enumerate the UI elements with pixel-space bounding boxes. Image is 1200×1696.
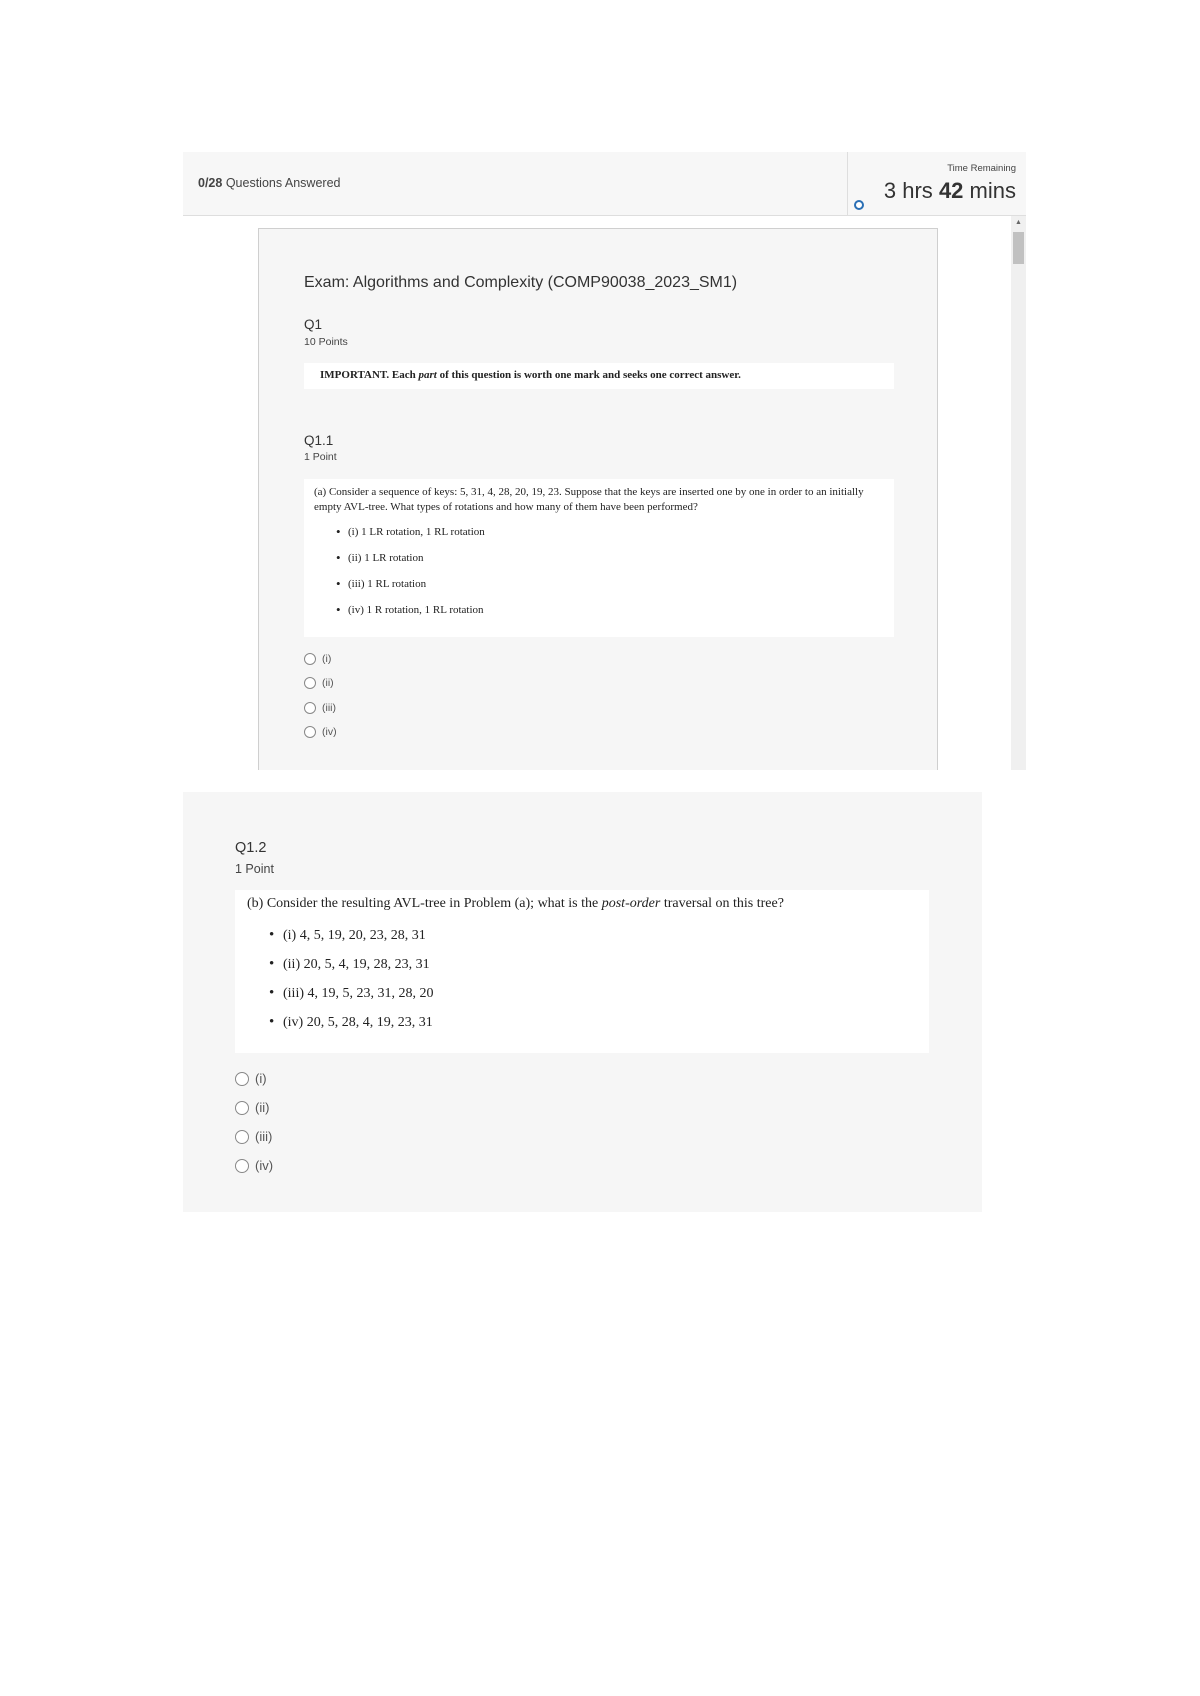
list-item: • (iv) 20, 5, 28, 4, 19, 23, 31 xyxy=(269,1015,917,1031)
time-hours-unit: hrs xyxy=(902,178,933,203)
q1-important-note xyxy=(304,363,894,389)
time-remaining-panel xyxy=(847,152,1026,216)
list-item: • (iii) 1 RL rotation xyxy=(336,577,884,592)
exam-card xyxy=(258,228,938,770)
q1-2-option-list xyxy=(269,928,917,1031)
q1-1-points: 1 Point xyxy=(304,451,337,463)
q1-1-option-list xyxy=(336,525,884,618)
list-item: • (iii) 4, 19, 5, 23, 31, 28, 20 xyxy=(269,986,917,1002)
exam-window-screenshot xyxy=(183,152,1026,770)
q1-1-label: Q1.1 xyxy=(304,433,334,448)
answered-label: Questions Answered xyxy=(225,176,341,190)
important-text-em: part xyxy=(418,369,437,381)
q1-2-choice-i[interactable] xyxy=(235,1071,267,1086)
choice-label: (iv) xyxy=(255,1158,274,1173)
list-item: • (ii) 1 LR rotation xyxy=(336,551,884,566)
question-1-2-screenshot xyxy=(183,792,982,1212)
scroll-up-arrow-icon[interactable]: ▲ xyxy=(1015,219,1022,226)
answered-count: 0/28 xyxy=(198,176,223,190)
vertical-scrollbar[interactable] xyxy=(1011,216,1026,770)
q1-1-choice-iv[interactable] xyxy=(304,726,337,738)
q1-2-choice-iii[interactable] xyxy=(235,1129,272,1144)
q1-1-prompt-box xyxy=(304,479,894,637)
time-remaining-label: Time Remaining xyxy=(947,163,1016,174)
radio-icon[interactable] xyxy=(235,1072,249,1086)
radio-icon[interactable] xyxy=(304,677,316,689)
q1-2-prompt xyxy=(247,896,917,912)
q1-2-prompt-pre: (b) Consider the resulting AVL-tree in Problem (a); what is the xyxy=(247,896,602,911)
q1-2-points: 1 Point xyxy=(235,862,274,876)
exam-title: Exam: Algorithms and Complexity (COMP90038_2023_SM1) xyxy=(304,274,738,291)
q1-2-prompt-box xyxy=(235,890,929,1053)
q1-2-prompt-em: post-order xyxy=(601,896,661,911)
list-item: • (ii) 20, 5, 4, 19, 28, 23, 31 xyxy=(269,957,917,973)
q1-1-prompt: (a) Consider a sequence of keys: 5, 31, 4, 28, 20, 19, 23. Suppose that the keys are inserted one by one in order to an initially empty AVL-tree. What types of rotations and how many of them have been performed? xyxy=(314,486,864,513)
q1-label: Q1 xyxy=(304,317,323,332)
choice-label: (iii) xyxy=(255,1129,273,1144)
radio-icon[interactable] xyxy=(235,1159,249,1173)
list-item: • (iv) 1 R rotation, 1 RL rotation xyxy=(336,603,884,618)
q1-2-choice-iv[interactable] xyxy=(235,1158,273,1173)
q1-1-choice-iii[interactable] xyxy=(304,702,336,714)
scrollbar-thumb[interactable] xyxy=(1013,232,1024,264)
timer-toggle-icon[interactable] xyxy=(854,200,864,210)
radio-icon[interactable] xyxy=(304,726,316,738)
q1-points: 10 Points xyxy=(304,336,348,348)
exam-scroll-area[interactable] xyxy=(183,216,1026,770)
q1-2-label: Q1.2 xyxy=(235,840,267,856)
q1-2-choice-ii[interactable] xyxy=(235,1100,269,1115)
list-item: • (i) 1 LR rotation, 1 RL rotation xyxy=(336,525,884,540)
choice-label: (i) xyxy=(255,1071,267,1086)
list-item: • (i) 4, 5, 19, 20, 23, 28, 31 xyxy=(269,928,917,944)
choice-label: (ii) xyxy=(255,1100,270,1115)
choice-label: (ii) xyxy=(322,677,334,689)
choice-label: (iii) xyxy=(322,702,336,714)
radio-icon[interactable] xyxy=(304,653,316,665)
important-text-post: of this question is worth one mark and seeks one correct answer. xyxy=(436,369,741,381)
choice-label: (iv) xyxy=(322,726,337,738)
time-minutes-unit: mins xyxy=(969,178,1016,203)
radio-icon[interactable] xyxy=(304,702,316,714)
q1-2-prompt-post: traversal on this tree? xyxy=(660,896,784,911)
questions-answered-status xyxy=(198,176,340,190)
exam-header-bar xyxy=(183,152,1026,216)
q1-1-choice-ii[interactable] xyxy=(304,677,334,689)
choice-label: (i) xyxy=(322,653,332,665)
radio-icon[interactable] xyxy=(235,1130,249,1144)
radio-icon[interactable] xyxy=(235,1101,249,1115)
important-text-pre: IMPORTANT. Each xyxy=(320,369,419,381)
time-minutes: 42 xyxy=(938,178,964,203)
q1-1-choice-i[interactable] xyxy=(304,653,331,665)
time-remaining-value xyxy=(884,178,1016,204)
time-hours: 3 xyxy=(883,178,897,203)
